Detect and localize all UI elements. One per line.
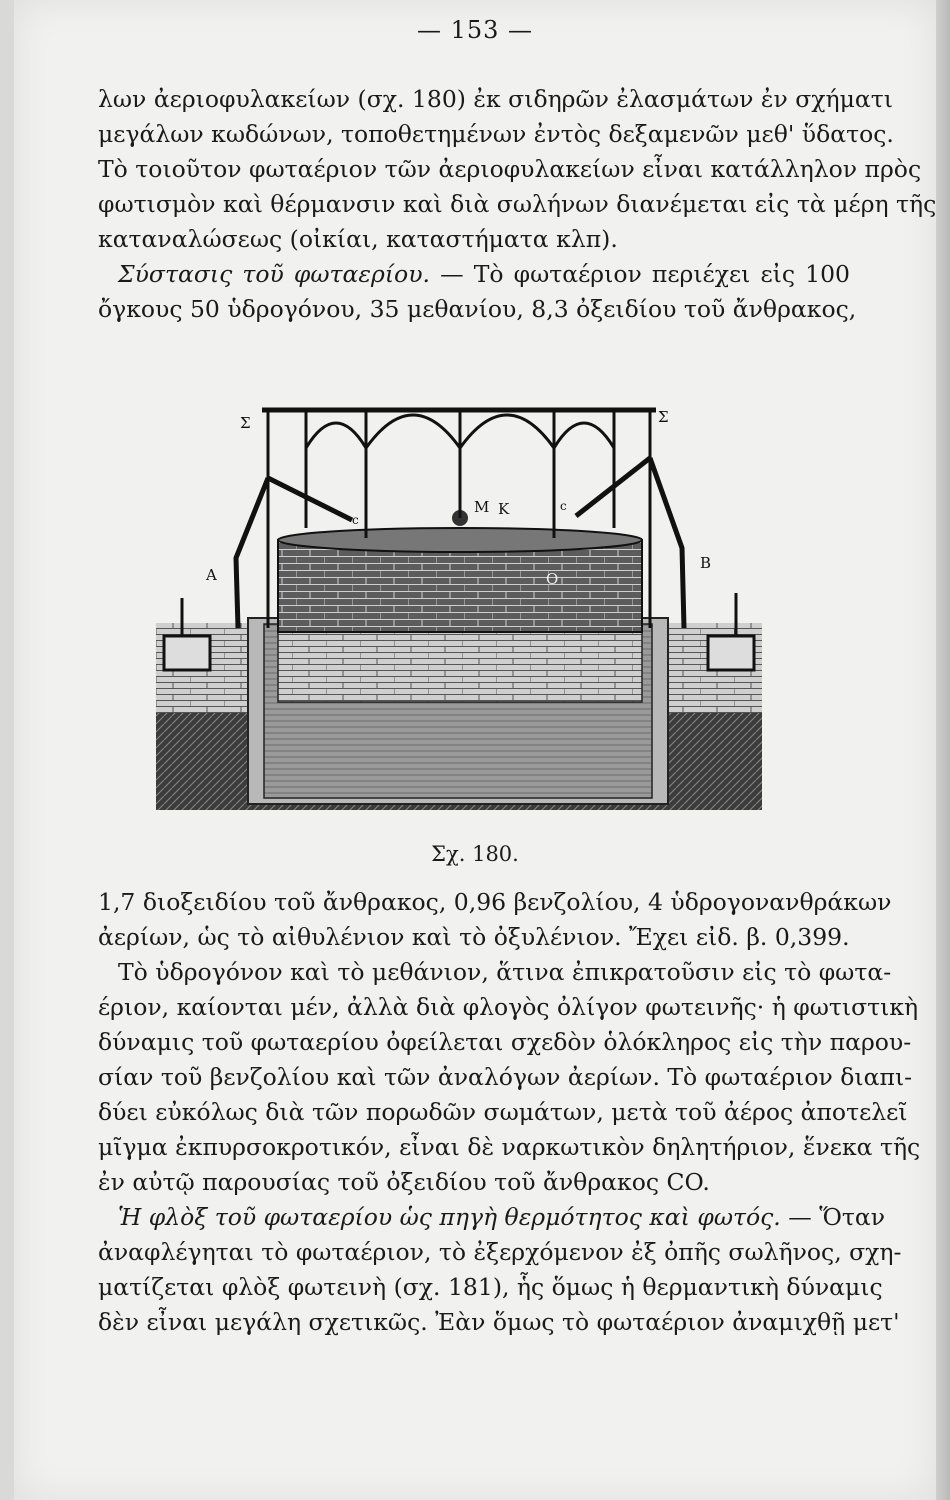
text-line: δύει εὐκόλως διὰ τῶν πορωδῶν σωμάτων, μετὰ τοῦ ἀέρος ἀποτελεῖ bbox=[98, 1098, 908, 1126]
label-a: Α bbox=[206, 566, 217, 584]
text-line: δύναμις τοῦ φωταερίου ὀφείλεται σχεδὸν ὁλόκληρος εἰς τὴν παρου- bbox=[98, 1028, 912, 1056]
flame-heading-line bbox=[98, 1200, 886, 1235]
text-fragment: — Ὅταν bbox=[780, 1203, 886, 1231]
figure-caption: Σχ. 180. bbox=[431, 842, 519, 866]
text-line: φωτισμὸν καὶ θέρμανσιν καὶ διὰ σωλήνων διανέμεται εἰς τὰ μέρη τῆς bbox=[98, 190, 937, 218]
text-line: έριον, καίονται μέν, ἀλλὰ διὰ φλογὸς ὀλίγον φωτεινῆς· ἡ φωτιστικὴ bbox=[98, 993, 919, 1021]
text-line: Τὸ ὑδρογόνον καὶ τὸ μεθάνιον, ἅτινα ἐπικρατοῦσιν εἰς τὸ φωτα- bbox=[118, 958, 892, 986]
page-number: — 153 — bbox=[416, 16, 534, 44]
label-c-left: c bbox=[352, 513, 359, 527]
label-c-right: c bbox=[560, 499, 567, 513]
text-line: Τὸ τοιοῦτον φωταέριον τῶν ἀεριοφυλακείων εἶναι κατάλληλον πρὸς bbox=[98, 155, 922, 183]
text-line: ὄγκους 50 ὑδρογόνου, 35 μεθανίου, 8,3 ὀξειδίου τοῦ ἄνθρακος, bbox=[98, 295, 857, 323]
text-line: μεγάλων κωδώνων, τοποθετημένων ἐντὸς δεξαμενῶν μεθ' ὕδατος. bbox=[98, 120, 894, 148]
text-fragment: — Τὸ φωταέριον περιέχει εἰς 100 bbox=[429, 260, 851, 288]
paragraph-gasholders bbox=[98, 82, 937, 327]
label-m: Μ bbox=[474, 498, 490, 516]
section-heading: Σύστασις τοῦ φωταερίου. bbox=[118, 260, 430, 288]
text-line: δὲν εἶναι μεγάλη σχετικῶς. Ἐὰν ὅμως τὸ φωταέριον ἀναμιχθῇ μετ' bbox=[98, 1308, 900, 1336]
section-heading: Ἡ φλὸξ τοῦ φωταερίου ὡς πηγὴ θερμότητος καὶ φωτός. bbox=[118, 1203, 781, 1231]
page-edge bbox=[936, 0, 950, 1500]
text-line: ἐν αὐτῷ παρουσίας τοῦ ὀξειδίου τοῦ ἄνθρακος CO. bbox=[98, 1168, 710, 1196]
text-line: ἀναφλέγηται τὸ φωταέριον, τὸ ἐξερχόμενον ἐξ ὀπῆς σωλῆνος, σχη- bbox=[98, 1238, 902, 1266]
text-line: καταναλώσεως (οἰκίαι, καταστήματα κλπ). bbox=[98, 225, 618, 253]
text-line: λων ἀεριοφυλακείων (σχ. 180) ἐκ σιδηρῶν ἐλασμάτων ἐν σχήματι bbox=[98, 85, 893, 113]
label-o: Ο bbox=[546, 570, 559, 588]
gas-bell bbox=[278, 540, 642, 632]
text-line: 1,7 διοξειδίου τοῦ ἄνθρακος, 0,96 βενζολίου, 4 ὑδρογονανθράκων bbox=[98, 888, 892, 916]
text-line: ματίζεται φλὸξ φωτεινὴ (σχ. 181), ἧς ὅμως ἡ θερμαντικὴ δύναμις bbox=[98, 1273, 883, 1301]
text-line: σίαν τοῦ βενζολίου καὶ τῶν ἀναλόγων ἀερίων. Τὸ φωταέριον διαπι- bbox=[98, 1063, 913, 1091]
label-sigma-left: Σ bbox=[240, 414, 251, 432]
label-k: Κ bbox=[498, 500, 510, 518]
paragraph-composition bbox=[98, 885, 921, 1340]
composition-line bbox=[98, 257, 850, 292]
bell-top bbox=[278, 528, 642, 552]
gasholder-figure bbox=[156, 388, 762, 810]
text-line: ἀερίων, ὡς τὸ αἰθυλένιον καὶ τὸ ὀξυλένιον. Ἔχει εἰδ. β. 0,399. bbox=[98, 923, 850, 951]
label-sigma-right: Σ bbox=[658, 408, 669, 426]
text-line: μῖγμα ἐκπυρσοκροτικόν, εἶναι δὲ ναρκωτικὸν δηλητήριον, ἕνεκα τῆς bbox=[98, 1133, 921, 1161]
label-b: Β bbox=[700, 554, 712, 572]
